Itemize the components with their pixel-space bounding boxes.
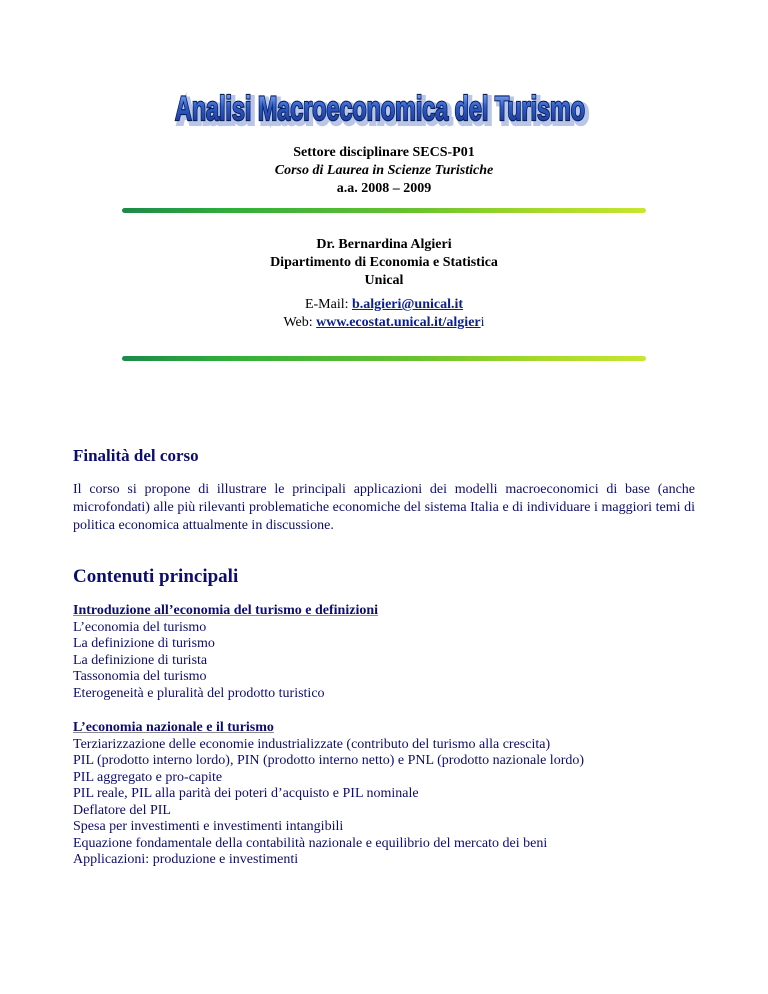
list-item: PIL (prodotto interno lordo), PIN (prodotto interno netto) e PNL (prodotto nazionale lordo) (73, 753, 585, 768)
divider-top (122, 208, 646, 213)
corso-line: Corso di Laurea in Scienze Turistiche (274, 163, 494, 178)
teacher-department: Dipartimento di Economia e Statistica (270, 255, 498, 270)
web-link-tail: i (480, 315, 485, 330)
title-text: Analisi Macroeconomica del Turismo (175, 90, 585, 128)
list-item: PIL aggregato e pro-capite (73, 769, 223, 785)
web-label: Web: (283, 315, 317, 330)
web-line (0, 314, 768, 332)
section-2-heading: L’economia nazionale e il turismo (73, 720, 274, 735)
list-item: Eterogeneità e pluralità del prodotto turistico (73, 685, 325, 701)
list-item: Deflatore del PIL (73, 802, 171, 818)
settore-line: Settore disciplinare SECS-P01 (293, 145, 475, 160)
list-item: PIL reale, PIL alla parità dei poteri d’acquisto e PIL nominale (73, 786, 419, 801)
divider-bottom (122, 356, 646, 361)
contenuti-section-2 (73, 720, 713, 869)
document-title (170, 82, 590, 132)
list-item: Tassonomia del turismo (73, 669, 207, 684)
teacher-university: Unical (364, 273, 404, 288)
list-item: La definizione di turismo (73, 636, 215, 651)
list-item: L’economia del turismo (73, 619, 207, 635)
title-wordart (170, 82, 590, 132)
contenuti-section-1 (73, 603, 713, 702)
title-shadow: Analisi Macroeconomica del Turismo (178, 93, 588, 131)
anno-line: a.a. 2008 – 2009 (336, 181, 432, 196)
teacher-block (0, 236, 768, 290)
email-line (0, 296, 768, 314)
list-item: Terziarizzazione delle economie industrializzate (contributo del turismo alla crescita) (73, 736, 551, 752)
finalita-heading: Finalità del corso (73, 446, 199, 465)
list-item: Applicazioni: produzione e investimenti (73, 852, 299, 867)
list-item: La definizione di turista (73, 652, 208, 668)
teacher-name: Dr. Bernardina Algieri (316, 237, 452, 252)
section-1-heading: Introduzione all’economia del turismo e definizioni (73, 603, 379, 618)
list-item: Spesa per investimenti e investimenti intangibili (73, 819, 344, 834)
web-link[interactable]: www.ecostat.unical.it/algier (316, 315, 481, 330)
contacts-block (0, 296, 768, 332)
email-label: E-Mail: (304, 297, 352, 312)
finalita-paragraph: Il corso si propone di illustrare le principali applicazioni dei modelli macroeconomici di base (anche microfondati) alle più rilevanti problematiche economiche del sistema Italia e di individuare i maggiori temi di politica economica attualmente in discussione. (73, 482, 695, 533)
email-link[interactable]: b.algieri@unical.it (352, 297, 464, 312)
contenuti-heading: Contenuti principali (73, 566, 239, 587)
list-item: Equazione fondamentale della contabilità nazionale e equilibrio del mercato dei beni (73, 835, 548, 851)
course-header (0, 144, 768, 198)
